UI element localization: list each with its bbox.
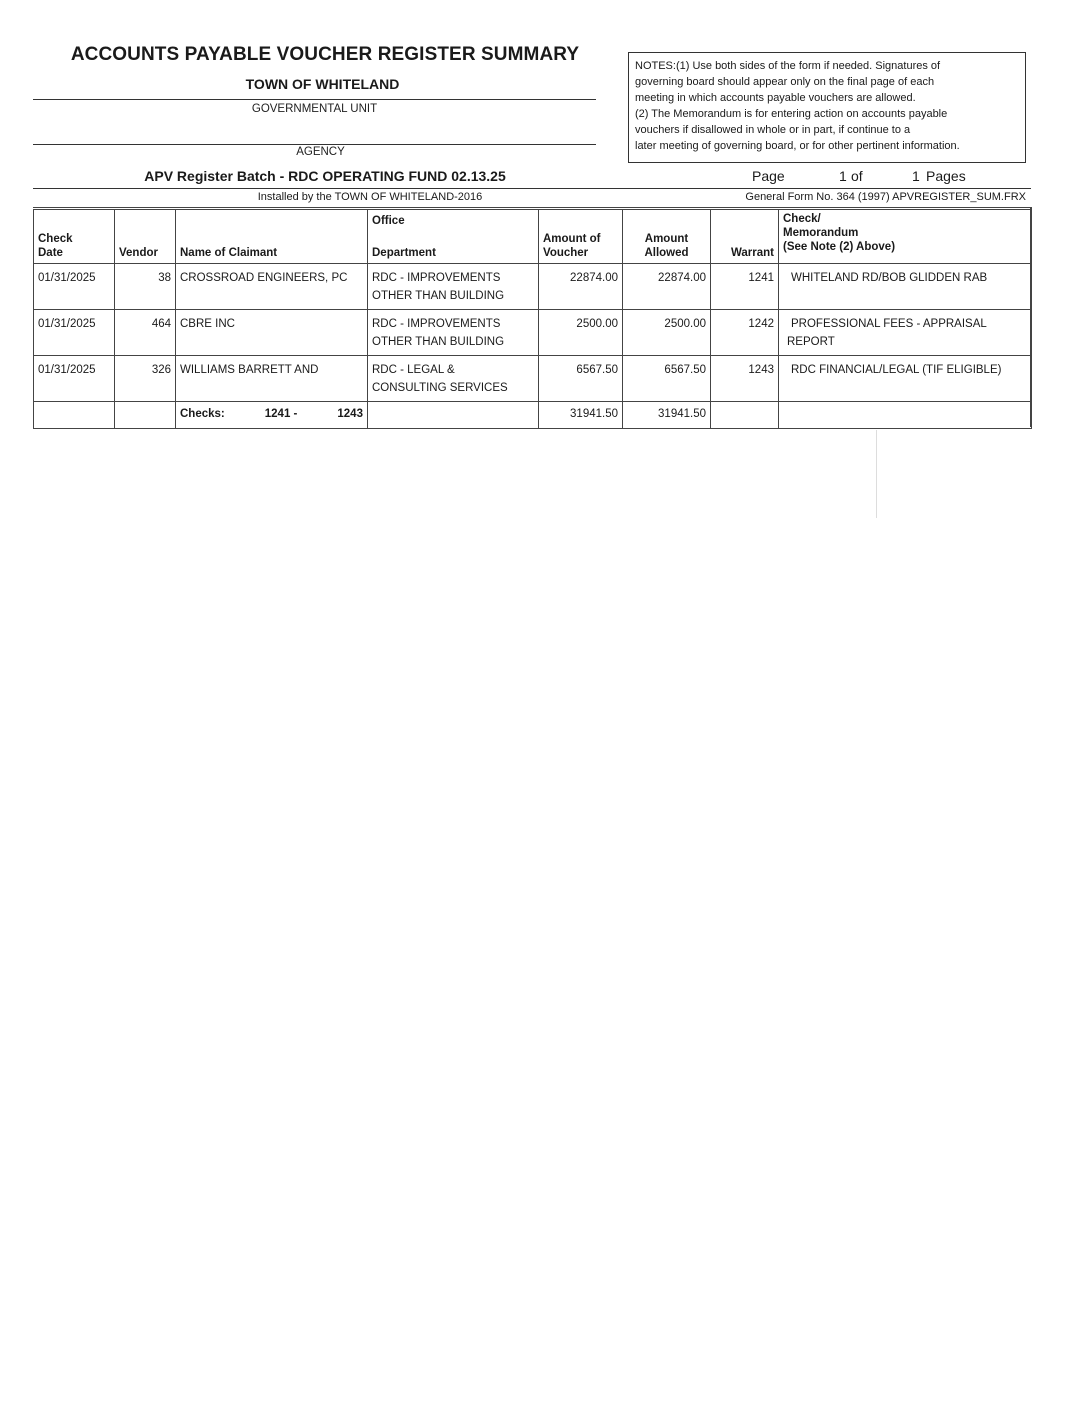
voucher-register-table: [33, 207, 1032, 429]
cell-memo-line1: PROFESSIONAL FEES - APPRAISAL: [791, 318, 987, 330]
page-of-label: of: [851, 168, 863, 184]
cell-memo-line1: WHITELAND RD/BOB GLIDDEN RAB: [791, 272, 988, 284]
cell-amount-allowed: 2500.00: [623, 310, 711, 356]
header-amount-allowed: [623, 209, 711, 264]
cell-department-line2: CONSULTING SERVICES: [372, 382, 508, 394]
cell-department-line1: RDC - IMPROVEMENTS: [372, 272, 501, 284]
cell-claimant: CROSSROAD ENGINEERS, PC: [176, 264, 368, 310]
header-memo-line3: (See Note (2) Above): [783, 241, 896, 253]
cell-claimant: CBRE INC: [176, 310, 368, 356]
cell-warrant: 1242: [711, 310, 779, 356]
cell-amount-allowed: 6567.50: [623, 356, 711, 402]
cell-memorandum: [779, 310, 1032, 356]
installed-by: Installed by the TOWN OF WHITELAND-2016: [257, 191, 483, 203]
notes-line: governing board should appear only on the final page of each: [635, 76, 935, 88]
cell-amount-voucher: 2500.00: [539, 310, 623, 356]
notes-line: vouchers if disallowed in whole or in part, if continue to a: [635, 124, 911, 136]
header-amount-voucher-line2: Voucher: [543, 247, 589, 259]
totals-empty-cell: [779, 402, 1032, 429]
header-office-department: [368, 209, 539, 264]
cell-department-line1: RDC - LEGAL &: [372, 364, 455, 376]
cell-amount-allowed: 22874.00: [623, 264, 711, 310]
cell-vendor: 464: [115, 310, 176, 356]
header-check-date-line2: Date: [38, 247, 63, 259]
cell-warrant: 1243: [711, 356, 779, 402]
report-title: ACCOUNTS PAYABLE VOUCHER REGISTER SUMMARY: [70, 44, 580, 65]
header-check-date: [34, 209, 115, 264]
header-office: Office: [372, 215, 405, 227]
totals-empty-cell: [368, 402, 539, 429]
cell-vendor: 326: [115, 356, 176, 402]
header-claimant: Name of Claimant: [176, 209, 368, 264]
batch-rule: [33, 188, 1031, 189]
table-header-row: [34, 209, 1032, 264]
header-vendor: Vendor: [115, 209, 176, 264]
header-amount-voucher: [539, 209, 623, 264]
agency-line: [33, 144, 596, 145]
cell-claimant: WILLIAMS BARRETT AND: [176, 356, 368, 402]
header-warrant: Warrant: [711, 209, 779, 264]
cell-department-line2: OTHER THAN BUILDING: [372, 336, 505, 348]
table-row: [34, 356, 1032, 402]
notes-box: [628, 52, 1026, 163]
town-name: TOWN OF WHITELAND: [245, 76, 400, 92]
cell-amount-voucher: 6567.50: [539, 356, 623, 402]
cell-check-date: 01/31/2025: [34, 310, 115, 356]
header-check-date-line1: Check: [38, 233, 73, 245]
page-label: Page: [752, 168, 785, 184]
notes-line: later meeting of governing board, or for other pertinent information.: [635, 140, 960, 152]
form-number: General Form No. 364 (1997) APVREGISTER_SUM.FRX: [745, 191, 1026, 203]
cell-memo-line1: RDC FINANCIAL/LEGAL (TIF ELIGIBLE): [791, 364, 1002, 376]
pages-label: Pages: [926, 168, 966, 184]
governmental-unit-label: GOVERNMENTAL UNIT: [251, 103, 378, 115]
notes-line: meeting in which accounts payable vouchers are allowed.: [635, 92, 916, 104]
batch-title: APV Register Batch - RDC OPERATING FUND 02.13.25: [144, 168, 506, 184]
totals-amount-voucher: 31941.50: [539, 402, 623, 429]
totals-checks-to: 1243: [337, 408, 363, 420]
totals-row: [34, 402, 1032, 429]
cell-department: [368, 264, 539, 310]
header-amount-allowed-line1: Amount: [644, 233, 689, 245]
cell-check-date: 01/31/2025: [34, 356, 115, 402]
totals-checks-range: [176, 402, 368, 429]
cell-vendor: 38: [115, 264, 176, 310]
governmental-unit-line: [33, 99, 596, 100]
page-current: 1: [839, 168, 847, 184]
cell-check-date: 01/31/2025: [34, 264, 115, 310]
header-department: Department: [372, 247, 436, 259]
totals-empty-cell: [711, 402, 779, 429]
notes-line: (2) The Memorandum is for entering action on accounts payable: [635, 108, 948, 120]
header-memo-line2: Memorandum: [783, 227, 859, 239]
cell-warrant: 1241: [711, 264, 779, 310]
header-amount-allowed-line2: Allowed: [644, 247, 689, 259]
totals-checks-from: 1241 -: [264, 408, 298, 420]
cell-department-line1: RDC - IMPROVEMENTS: [372, 318, 501, 330]
scan-artifact-line: [876, 430, 877, 518]
header-amount-voucher-line1: Amount of: [543, 233, 601, 245]
totals-amount-allowed: 31941.50: [623, 402, 711, 429]
cell-department: [368, 356, 539, 402]
table-row: [34, 264, 1032, 310]
cell-department-line2: OTHER THAN BUILDING: [372, 290, 505, 302]
cell-memo-line2: REPORT: [787, 336, 835, 348]
table-row: [34, 310, 1032, 356]
cell-memorandum: [779, 356, 1032, 402]
totals-empty-cell: [34, 402, 115, 429]
header-memo-line1: Check/: [783, 213, 821, 225]
table-right-edge: [1030, 207, 1032, 427]
page-total: 1: [912, 168, 920, 184]
header-memorandum: [779, 209, 1032, 264]
agency-label: AGENCY: [296, 146, 345, 158]
cell-department: [368, 310, 539, 356]
cell-memorandum: [779, 264, 1032, 310]
totals-empty-cell: [115, 402, 176, 429]
totals-checks-label: Checks:: [180, 408, 225, 420]
notes-line: NOTES:(1) Use both sides of the form if needed. Signatures of: [635, 60, 941, 72]
cell-amount-voucher: 22874.00: [539, 264, 623, 310]
